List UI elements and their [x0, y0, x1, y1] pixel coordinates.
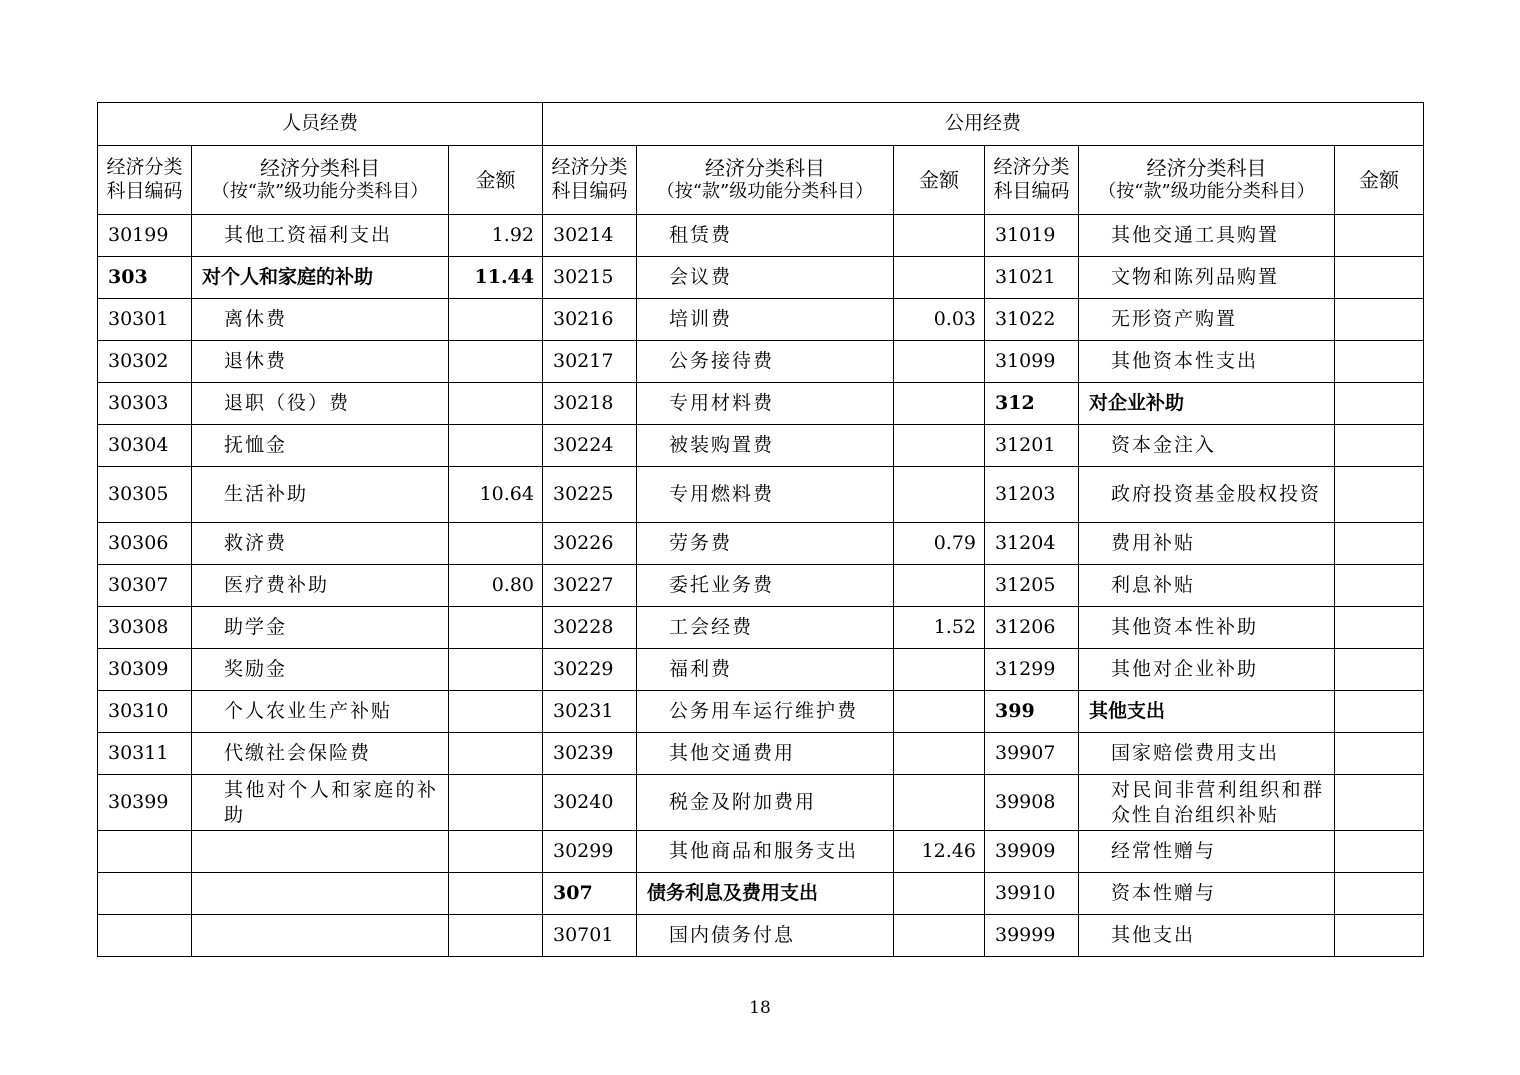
item-amount — [1335, 565, 1424, 607]
table-row — [98, 257, 1424, 299]
item-code: 312 — [985, 383, 1079, 425]
item-amount — [894, 467, 985, 523]
item-name: 其他交通费用 — [637, 733, 894, 775]
item-amount — [449, 341, 543, 383]
table-row — [98, 215, 1424, 257]
item-code: 30301 — [98, 299, 192, 341]
item-code: 31203 — [985, 467, 1079, 523]
item-amount — [449, 383, 543, 425]
item-name: 无形资产购置 — [1079, 299, 1335, 341]
item-name: 其他工资福利支出 — [192, 215, 449, 257]
item-code: 30306 — [98, 523, 192, 565]
table-row — [98, 873, 1424, 915]
item-code: 30227 — [543, 565, 637, 607]
item-amount — [1335, 873, 1424, 915]
item-name — [192, 831, 449, 873]
item-code: 31201 — [985, 425, 1079, 467]
item-name: 救济费 — [192, 523, 449, 565]
item-amount — [894, 341, 985, 383]
item-code: 30308 — [98, 607, 192, 649]
item-code — [98, 915, 192, 957]
table-row — [98, 467, 1424, 523]
item-code: 30218 — [543, 383, 637, 425]
item-name: 专用燃料费 — [637, 467, 894, 523]
item-name: 其他资本性补助 — [1079, 607, 1335, 649]
item-name: 其他对企业补助 — [1079, 649, 1335, 691]
item-code: 31204 — [985, 523, 1079, 565]
item-code: 30303 — [98, 383, 192, 425]
item-amount — [449, 873, 543, 915]
item-name: 公务用车运行维护费 — [637, 691, 894, 733]
item-name: 其他支出 — [1079, 915, 1335, 957]
item-code — [98, 873, 192, 915]
item-amount: 0.80 — [449, 565, 543, 607]
item-amount — [449, 691, 543, 733]
group-header-personnel: 人员经费 — [98, 103, 543, 146]
item-name: 工会经费 — [637, 607, 894, 649]
item-amount — [894, 215, 985, 257]
item-name: 代缴社会保险费 — [192, 733, 449, 775]
item-code: 30399 — [98, 775, 192, 831]
item-code: 31299 — [985, 649, 1079, 691]
table-row — [98, 299, 1424, 341]
item-code: 30228 — [543, 607, 637, 649]
item-amount — [894, 565, 985, 607]
item-amount — [1335, 831, 1424, 873]
item-name: 其他支出 — [1079, 691, 1335, 733]
item-amount: 11.44 — [449, 257, 543, 299]
item-code: 30217 — [543, 341, 637, 383]
item-amount: 0.03 — [894, 299, 985, 341]
item-code: 31022 — [985, 299, 1079, 341]
item-name: 资本性赠与 — [1079, 873, 1335, 915]
item-code: 30229 — [543, 649, 637, 691]
item-amount — [1335, 467, 1424, 523]
header-subject: 经济分类科目 （按“款”级功能分类科目） — [637, 146, 894, 215]
item-amount — [1335, 383, 1424, 425]
item-name: 医疗费补助 — [192, 565, 449, 607]
item-name: 助学金 — [192, 607, 449, 649]
item-amount — [1335, 691, 1424, 733]
table-row — [98, 649, 1424, 691]
item-code: 30216 — [543, 299, 637, 341]
table-row — [98, 775, 1424, 831]
item-code: 30231 — [543, 691, 637, 733]
table-row — [98, 565, 1424, 607]
item-name: 对企业补助 — [1079, 383, 1335, 425]
item-code: 31205 — [985, 565, 1079, 607]
item-amount — [449, 607, 543, 649]
item-name: 委托业务费 — [637, 565, 894, 607]
table-row — [98, 607, 1424, 649]
item-code: 39908 — [985, 775, 1079, 831]
item-name: 抚恤金 — [192, 425, 449, 467]
item-code: 30239 — [543, 733, 637, 775]
table-row — [98, 425, 1424, 467]
item-amount — [1335, 523, 1424, 565]
item-amount — [1335, 299, 1424, 341]
item-name: 离休费 — [192, 299, 449, 341]
item-amount — [1335, 775, 1424, 831]
item-name: 其他对个人和家庭的补助 — [192, 775, 449, 831]
item-amount — [1335, 215, 1424, 257]
item-code: 30305 — [98, 467, 192, 523]
item-name: 会议费 — [637, 257, 894, 299]
item-amount — [894, 257, 985, 299]
header-amount: 金额 — [894, 146, 985, 215]
item-amount — [1335, 915, 1424, 957]
header-amount: 金额 — [449, 146, 543, 215]
item-code: 31019 — [985, 215, 1079, 257]
item-name: 培训费 — [637, 299, 894, 341]
item-name: 其他商品和服务支出 — [637, 831, 894, 873]
item-amount — [449, 831, 543, 873]
item-amount — [894, 425, 985, 467]
item-code: 31206 — [985, 607, 1079, 649]
item-amount — [894, 733, 985, 775]
item-code: 399 — [985, 691, 1079, 733]
item-code: 39907 — [985, 733, 1079, 775]
table-row — [98, 691, 1424, 733]
item-amount — [894, 649, 985, 691]
item-name: 退休费 — [192, 341, 449, 383]
item-amount — [449, 733, 543, 775]
item-amount: 12.46 — [894, 831, 985, 873]
item-code: 30199 — [98, 215, 192, 257]
item-code: 30224 — [543, 425, 637, 467]
header-code: 经济分类 科目编码 — [98, 146, 192, 215]
item-code: 30225 — [543, 467, 637, 523]
item-amount: 1.92 — [449, 215, 543, 257]
item-name: 个人农业生产补贴 — [192, 691, 449, 733]
item-name: 租赁费 — [637, 215, 894, 257]
item-code: 30240 — [543, 775, 637, 831]
item-amount — [894, 915, 985, 957]
page-number: 18 — [749, 998, 771, 1018]
item-name: 福利费 — [637, 649, 894, 691]
item-amount — [1335, 341, 1424, 383]
item-amount — [449, 299, 543, 341]
item-name: 政府投资基金股权投资 — [1079, 467, 1335, 523]
item-amount — [1335, 607, 1424, 649]
item-code: 30299 — [543, 831, 637, 873]
item-amount — [894, 873, 985, 915]
item-name: 生活补助 — [192, 467, 449, 523]
item-code: 30701 — [543, 915, 637, 957]
item-name: 其他资本性支出 — [1079, 341, 1335, 383]
item-name: 国内债务付息 — [637, 915, 894, 957]
header-code: 经济分类 科目编码 — [543, 146, 637, 215]
item-code: 30309 — [98, 649, 192, 691]
header-code: 经济分类 科目编码 — [985, 146, 1079, 215]
item-code — [98, 831, 192, 873]
item-code: 30226 — [543, 523, 637, 565]
item-amount — [1335, 649, 1424, 691]
item-code: 30307 — [98, 565, 192, 607]
table-row — [98, 831, 1424, 873]
item-name: 对民间非营利组织和群众性自治组织补贴 — [1079, 775, 1335, 831]
item-amount — [894, 691, 985, 733]
item-code: 30311 — [98, 733, 192, 775]
item-name — [192, 873, 449, 915]
item-name: 利息补贴 — [1079, 565, 1335, 607]
item-amount — [449, 425, 543, 467]
item-name: 经常性赠与 — [1079, 831, 1335, 873]
item-code: 39999 — [985, 915, 1079, 957]
item-amount — [1335, 425, 1424, 467]
item-amount — [449, 523, 543, 565]
item-amount — [449, 775, 543, 831]
item-amount: 1.52 — [894, 607, 985, 649]
item-code: 39910 — [985, 873, 1079, 915]
item-amount — [894, 383, 985, 425]
item-amount — [1335, 257, 1424, 299]
header-subject: 经济分类科目 （按“款”级功能分类科目） — [1079, 146, 1335, 215]
item-amount — [1335, 733, 1424, 775]
item-name: 对个人和家庭的补助 — [192, 257, 449, 299]
table-row — [98, 523, 1424, 565]
item-code: 31021 — [985, 257, 1079, 299]
item-name: 资本金注入 — [1079, 425, 1335, 467]
item-name: 劳务费 — [637, 523, 894, 565]
table-row — [98, 341, 1424, 383]
table-row — [98, 383, 1424, 425]
item-amount — [449, 915, 543, 957]
item-code: 30310 — [98, 691, 192, 733]
item-name: 税金及附加费用 — [637, 775, 894, 831]
item-name: 文物和陈列品购置 — [1079, 257, 1335, 299]
item-amount: 10.64 — [449, 467, 543, 523]
item-amount: 0.79 — [894, 523, 985, 565]
item-name: 国家赔偿费用支出 — [1079, 733, 1335, 775]
item-code: 30302 — [98, 341, 192, 383]
header-subject: 经济分类科目 （按“款”级功能分类科目） — [192, 146, 449, 215]
item-code: 307 — [543, 873, 637, 915]
item-name: 奖励金 — [192, 649, 449, 691]
item-code: 39909 — [985, 831, 1079, 873]
item-code: 303 — [98, 257, 192, 299]
item-code: 30215 — [543, 257, 637, 299]
table-row — [98, 915, 1424, 957]
item-name: 债务利息及费用支出 — [637, 873, 894, 915]
item-name: 被装购置费 — [637, 425, 894, 467]
item-code: 31099 — [985, 341, 1079, 383]
item-code: 30304 — [98, 425, 192, 467]
expenditure-table — [97, 102, 1424, 957]
item-name: 公务接待费 — [637, 341, 894, 383]
item-name — [192, 915, 449, 957]
header-amount: 金额 — [1335, 146, 1424, 215]
item-name: 专用材料费 — [637, 383, 894, 425]
item-amount — [894, 775, 985, 831]
item-name: 其他交通工具购置 — [1079, 215, 1335, 257]
group-header-public: 公用经费 — [543, 103, 1424, 146]
item-code: 30214 — [543, 215, 637, 257]
table-row — [98, 733, 1424, 775]
item-name: 退职（役）费 — [192, 383, 449, 425]
item-amount — [449, 649, 543, 691]
item-name: 费用补贴 — [1079, 523, 1335, 565]
